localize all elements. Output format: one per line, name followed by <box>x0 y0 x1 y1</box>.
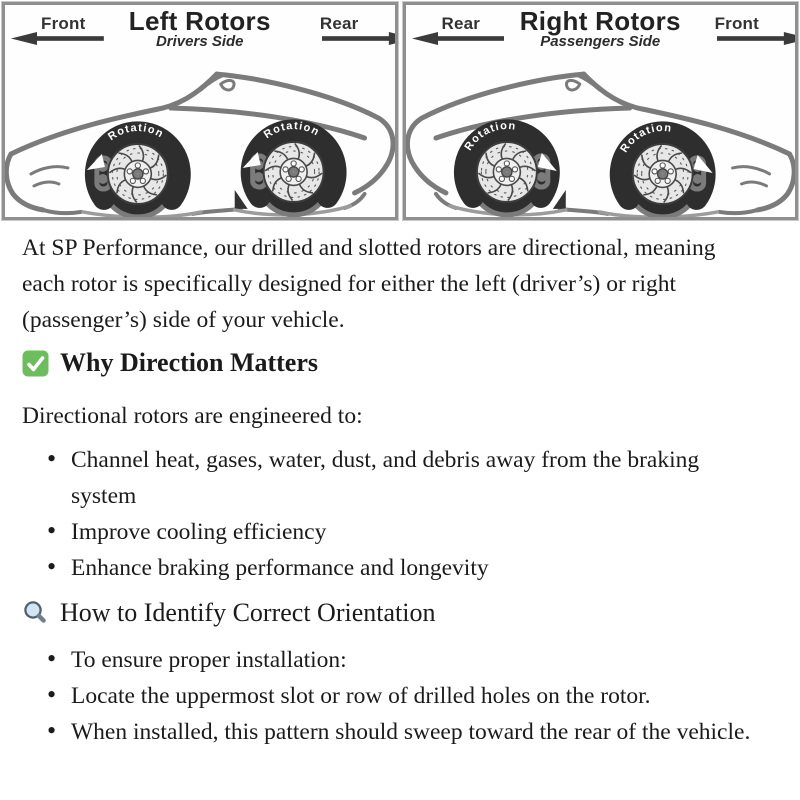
check-mark-icon <box>22 350 49 377</box>
right-panel-header <box>406 5 796 62</box>
front-arrow-right-icon <box>717 32 798 45</box>
front-direction <box>41 15 85 45</box>
rotation-label: Rotation <box>617 121 673 155</box>
article-body <box>0 230 800 750</box>
bullet-item: • Enhance braking performance and longevity <box>47 550 707 586</box>
section-heading-text: How to Identify Correct Orientation <box>60 598 436 627</box>
right-rotors-panel <box>403 2 799 220</box>
rotation-label: Rotation <box>261 119 322 142</box>
orientation-steps-list <box>47 642 760 750</box>
panel-title: Right Rotors <box>519 6 681 36</box>
bullet-item: • Improve cooling efficiency <box>47 514 707 550</box>
right-car-illustration <box>406 62 796 220</box>
rotor-direction-diagram <box>0 0 800 220</box>
intro-paragraph: At SP Performance, our drilled and slotted rotors are directional, meaning each rotor is specifically designed for either the left (driver’s) or right (passenger’s) side of your vehicle. <box>22 235 716 333</box>
bullet-item: • When installed, this pattern should sweep toward the rear of the vehicle. <box>47 714 760 750</box>
rear-arrow-left-icon <box>412 32 505 45</box>
magnifying-glass-icon <box>22 600 49 627</box>
front-label: Front <box>714 14 759 33</box>
left-rotors-panel <box>2 2 398 220</box>
bullet-item: • Channel heat, gases, water, dust, and debris away from the braking system <box>47 442 707 514</box>
section-heading-identify-orientation <box>22 598 760 628</box>
benefits-list <box>47 442 707 586</box>
rotation-label: Rotation <box>105 121 166 144</box>
panel-title: Left Rotors <box>128 6 271 36</box>
front-label: Front <box>41 14 86 33</box>
bullet-item: • Locate the uppermost slot or row of drilled holes on the rotor. <box>47 678 760 714</box>
rear-label: Rear <box>441 14 481 33</box>
rear-direction <box>320 15 359 45</box>
rear-label: Rear <box>319 14 359 33</box>
rear-arrow-right-icon <box>322 32 398 45</box>
rear-direction <box>442 15 481 45</box>
front-direction <box>715 15 759 45</box>
section-heading-text: Why Direction Matters <box>60 348 319 377</box>
section-heading-why-direction-matters <box>22 348 760 378</box>
front-arrow-left-icon <box>11 32 104 45</box>
panel-subtitle: Drivers Side <box>155 33 244 50</box>
left-car-illustration <box>5 62 395 220</box>
section-lead: Directional rotors are engineered to: <box>22 403 363 429</box>
rotation-label: Rotation <box>461 119 517 153</box>
panel-subtitle: Passengers Side <box>540 33 661 50</box>
left-panel-header <box>5 5 395 62</box>
bullet-item: • To ensure proper installation: <box>47 642 760 678</box>
